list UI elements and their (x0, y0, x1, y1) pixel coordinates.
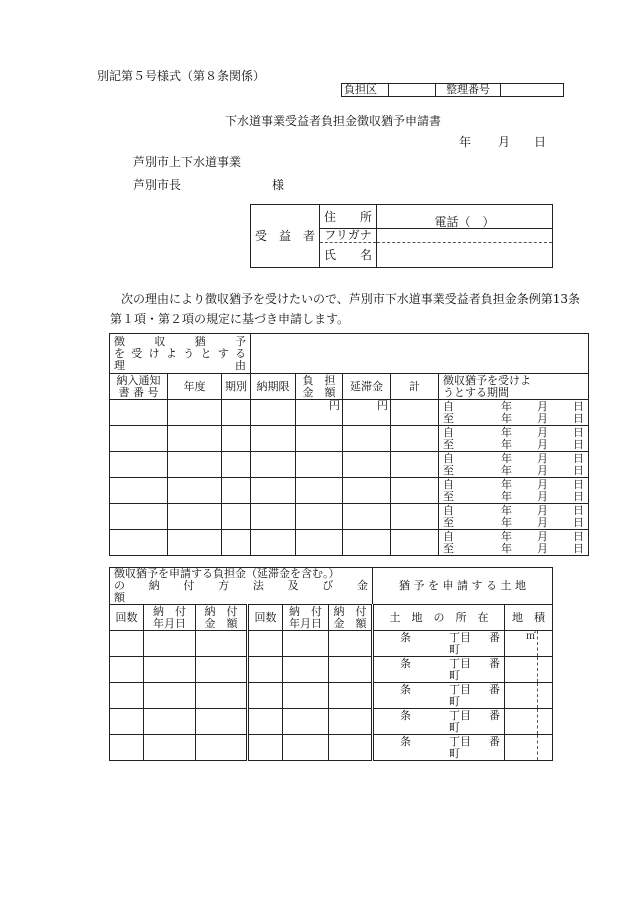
period-to-line (439, 439, 588, 451)
burden-header: 負 担 金 額 (296, 374, 343, 400)
area-divider (537, 735, 538, 760)
land-jo: 条 (400, 631, 412, 644)
land-cho: 町 (449, 695, 461, 708)
period-year: 年 (501, 399, 513, 413)
reason-label-line2: を 受 け よ う と す る (114, 346, 247, 360)
land-area-cell[interactable] (505, 631, 553, 657)
period-month: 月 (537, 437, 549, 451)
furigana-label: フリガナ (320, 229, 377, 242)
times-cell-1[interactable] (110, 735, 144, 761)
period-cell[interactable] (439, 530, 589, 556)
pay-date-header-2: 納 付 年月日 (283, 605, 329, 631)
installment-row (110, 426, 589, 452)
late-fee-header: 延滞金 (343, 374, 391, 400)
period-day: 日 (573, 477, 585, 491)
land-jo: 条 (400, 735, 412, 748)
pay-date-cell-2[interactable] (283, 631, 329, 657)
total-cell[interactable] (391, 478, 439, 504)
burden-cell[interactable] (296, 426, 343, 452)
installment-row (110, 478, 589, 504)
pay-amount-cell-2[interactable] (329, 683, 373, 709)
area-divider (537, 657, 538, 682)
date-year: 年 (459, 135, 472, 149)
land-location-line1 (374, 710, 504, 722)
pay-amount-cell-1[interactable] (196, 683, 248, 709)
fiscal-year-header: 年度 (168, 374, 222, 400)
land-cho: 町 (449, 669, 461, 682)
burden-cell[interactable] (296, 478, 343, 504)
burden-cell[interactable] (296, 452, 343, 478)
times-cell-2[interactable] (248, 657, 283, 683)
total-cell[interactable] (391, 400, 439, 426)
period-year: 年 (501, 451, 513, 465)
period-day: 日 (573, 399, 585, 413)
land-ban: 番 (489, 631, 501, 644)
addressee-mayor: 芦別市長 (133, 178, 182, 192)
ref-no-label: 整理番号 (436, 84, 501, 97)
land-jo: 条 (400, 709, 412, 722)
period-day: 日 (573, 503, 585, 517)
term-cell[interactable] (222, 400, 251, 426)
amount-header-line2: の 納 付 方 法 及 び 金 額 (114, 579, 391, 604)
reason-label-line1: 徴 収 猶 予 (114, 334, 247, 348)
land-area-cell[interactable] (505, 735, 553, 761)
period-year: 年 (501, 541, 513, 555)
period-year: 年 (501, 489, 513, 503)
late-fee-cell[interactable] (343, 478, 391, 504)
period-prefix: 至 (443, 437, 455, 451)
pay-amount-cell-2[interactable] (329, 631, 373, 657)
fiscal-year-cell[interactable] (168, 426, 222, 452)
pay-date-cell-1[interactable] (144, 657, 196, 683)
land-area-cell[interactable] (505, 709, 553, 735)
period-day: 日 (573, 541, 585, 555)
burden-area-label: 負担区 (342, 84, 389, 97)
due-date-cell[interactable] (251, 504, 296, 530)
period-prefix: 自 (443, 477, 455, 491)
land-location-cell[interactable] (373, 709, 505, 735)
period-day: 日 (573, 451, 585, 465)
amount-header-line1: 徴収猶予を申請する負担金（延滞金を含む。） (114, 567, 340, 580)
land-area-cell[interactable] (505, 657, 553, 683)
late-fee-cell[interactable]: 円 (343, 400, 391, 426)
pay-date-cell-1[interactable] (144, 683, 196, 709)
period-day: 日 (573, 437, 585, 451)
pay-amount-header-1: 納 付 金 額 (196, 605, 248, 631)
pay-date-cell-2[interactable] (283, 657, 329, 683)
land-jo: 条 (400, 683, 412, 696)
pay-date-cell-1[interactable] (144, 631, 196, 657)
term-cell[interactable] (222, 426, 251, 452)
period-year: 年 (501, 463, 513, 477)
payment-row (110, 657, 553, 683)
land-chome: 丁目 (449, 735, 472, 748)
pay-date-cell-1[interactable] (144, 709, 196, 735)
term-cell[interactable] (222, 452, 251, 478)
notice-no-cell[interactable] (110, 478, 168, 504)
reason-field[interactable] (251, 334, 589, 374)
land-location-cell[interactable] (373, 657, 505, 683)
period-from-line (439, 401, 588, 413)
period-from-line (439, 453, 588, 465)
period-cell[interactable] (439, 426, 589, 452)
period-prefix: 自 (443, 399, 455, 413)
land-ban: 番 (489, 735, 501, 748)
burden-cell[interactable] (296, 504, 343, 530)
notice-no-cell[interactable] (110, 400, 168, 426)
total-cell[interactable] (391, 504, 439, 530)
area-divider (537, 631, 538, 656)
pay-amount-cell-2[interactable] (329, 657, 373, 683)
period-cell[interactable] (439, 504, 589, 530)
times-cell-2[interactable] (248, 683, 283, 709)
period-prefix: 至 (443, 463, 455, 477)
period-year: 年 (501, 437, 513, 451)
notice-no-cell[interactable] (110, 504, 168, 530)
land-jo: 条 (400, 657, 412, 670)
land-ban: 番 (489, 683, 501, 696)
notice-no-cell[interactable] (110, 530, 168, 556)
times-cell-2[interactable] (248, 735, 283, 761)
times-cell-1[interactable] (110, 709, 144, 735)
addressee-org: 芦別市上下水道事業 (133, 155, 242, 169)
period-day: 日 (573, 489, 585, 503)
period-month: 月 (537, 489, 549, 503)
period-prefix: 自 (443, 529, 455, 543)
times-cell-2[interactable] (248, 631, 283, 657)
land-location-line1 (374, 658, 504, 670)
times-cell-1[interactable] (110, 657, 144, 683)
due-date-cell[interactable] (251, 478, 296, 504)
address-field[interactable] (377, 205, 553, 229)
land-ban: 番 (489, 657, 501, 670)
fiscal-year-cell[interactable] (168, 478, 222, 504)
late-fee-cell[interactable] (343, 530, 391, 556)
term-cell[interactable] (222, 504, 251, 530)
burden-cell[interactable]: 円 (296, 400, 343, 426)
period-month: 月 (537, 529, 549, 543)
period-prefix: 至 (443, 515, 455, 529)
period-to-line (439, 413, 588, 425)
installment-row (110, 400, 589, 426)
period-cell[interactable] (439, 478, 589, 504)
times-cell-1[interactable] (110, 683, 144, 709)
land-area-cell[interactable] (505, 683, 553, 709)
area-divider (537, 683, 538, 708)
pay-amount-cell-1[interactable] (196, 657, 248, 683)
land-location-line1 (374, 632, 504, 644)
pay-date-header-1: 納 付 年月日 (144, 605, 196, 631)
due-date-header: 納期限 (251, 374, 296, 400)
payment-row (110, 735, 553, 761)
period-prefix: 自 (443, 503, 455, 517)
period-prefix: 自 (443, 451, 455, 465)
land-location-cell[interactable] (373, 735, 505, 761)
fiscal-year-cell[interactable] (168, 452, 222, 478)
notice-no-cell[interactable] (110, 426, 168, 452)
pay-amount-cell-1[interactable] (196, 709, 248, 735)
pay-date-cell-2[interactable] (283, 709, 329, 735)
period-month: 月 (537, 515, 549, 529)
late-fee-cell[interactable] (343, 504, 391, 530)
land-location-cell[interactable] (373, 683, 505, 709)
land-chome: 丁目 (449, 683, 472, 696)
period-month: 月 (537, 477, 549, 491)
period-month: 月 (537, 451, 549, 465)
period-day: 日 (573, 529, 585, 543)
period-year: 年 (501, 515, 513, 529)
pay-amount-cell-1[interactable] (196, 735, 248, 761)
period-day: 日 (573, 463, 585, 477)
times-header-2: 回数 (248, 605, 283, 631)
land-chome: 丁目 (449, 631, 472, 644)
land-cho: 町 (449, 747, 461, 760)
land-cho: 町 (449, 721, 461, 734)
period-from-line (439, 427, 588, 439)
pay-amount-cell-2[interactable] (329, 735, 373, 761)
total-header: 計 (391, 374, 439, 400)
payment-row (110, 631, 553, 657)
fiscal-year-cell[interactable] (168, 504, 222, 530)
land-location-line1 (374, 684, 504, 696)
name-field[interactable] (377, 242, 553, 267)
period-month: 月 (537, 541, 549, 555)
term-header: 期別 (222, 374, 251, 400)
period-month: 月 (537, 399, 549, 413)
reason-label (110, 334, 251, 374)
period-from-line (439, 479, 588, 491)
pay-amount-header-2: 納 付 金 額 (329, 605, 373, 631)
beneficiary-table (250, 204, 553, 268)
body-text-line1: 次の理由により徴収猶予を受けたいので、芦別市下水道事業受益者負担金条例第13条 (121, 292, 581, 306)
period-to-line (439, 491, 588, 503)
pay-amount-cell-2[interactable] (329, 709, 373, 735)
land-header: 猶 予 を 申 請 す る 土 地 (373, 568, 553, 605)
date-day: 日 (534, 135, 547, 149)
fiscal-year-cell[interactable] (168, 400, 222, 426)
furigana-field[interactable] (377, 229, 553, 242)
postponement-table (109, 333, 589, 556)
document-title: 下水道事業受益者負担金徴収猶予申請書 (225, 114, 442, 128)
period-month: 月 (537, 411, 549, 425)
period-to-line (439, 517, 588, 529)
area-unit: ㎡ (526, 631, 537, 642)
period-month: 月 (537, 503, 549, 517)
period-from-line (439, 531, 588, 543)
name-label: 氏 名 (320, 242, 377, 267)
due-date-cell[interactable] (251, 452, 296, 478)
late-fee-cell[interactable] (343, 426, 391, 452)
form-label: 別記第５号様式（第８条関係） (97, 69, 266, 83)
total-cell[interactable] (391, 452, 439, 478)
burden-cell[interactable] (296, 530, 343, 556)
due-date-cell[interactable] (251, 400, 296, 426)
payment-row (110, 683, 553, 709)
period-month: 月 (537, 463, 549, 477)
period-prefix: 自 (443, 425, 455, 439)
period-cell[interactable] (439, 400, 589, 426)
installment-row (110, 530, 589, 556)
installment-row (110, 452, 589, 478)
beneficiary-label: 受 益 者 (251, 205, 320, 268)
burden-area-field[interactable] (389, 84, 436, 97)
due-date-cell[interactable] (251, 426, 296, 452)
date-month: 月 (498, 135, 511, 149)
term-cell[interactable] (222, 478, 251, 504)
times-cell-2[interactable] (248, 709, 283, 735)
period-prefix: 至 (443, 489, 455, 503)
ref-no-field[interactable] (501, 84, 564, 97)
period-year: 年 (501, 411, 513, 425)
area-header: 地 積 (505, 605, 553, 631)
times-header-1: 回数 (110, 605, 144, 631)
installment-row (110, 504, 589, 530)
table1-header-row (110, 374, 589, 400)
addressee-honorific: 様 (272, 178, 285, 192)
area-divider (537, 709, 538, 734)
period-year: 年 (501, 477, 513, 491)
fiscal-year-cell[interactable] (168, 530, 222, 556)
term-cell[interactable] (222, 530, 251, 556)
pay-date-cell-2[interactable] (283, 683, 329, 709)
phone-label: 電話（ ） (434, 214, 495, 229)
notice-no-cell[interactable] (110, 452, 168, 478)
period-to-line (439, 543, 588, 555)
period-year: 年 (501, 503, 513, 517)
total-cell[interactable] (391, 530, 439, 556)
period-cell[interactable] (439, 452, 589, 478)
period-month: 月 (537, 425, 549, 439)
pay-date-cell-2[interactable] (283, 735, 329, 761)
amount-header (110, 567, 391, 605)
land-location-line1 (374, 736, 504, 748)
pay-date-cell-1[interactable] (144, 735, 196, 761)
period-to-line (439, 465, 588, 477)
period-header: 徴収猶予を受けよ うとする期間 (439, 374, 589, 400)
pay-amount-cell-1[interactable] (196, 631, 248, 657)
period-prefix: 至 (443, 541, 455, 555)
reason-label-line3: 理 由 (114, 358, 247, 372)
total-cell[interactable] (391, 426, 439, 452)
due-date-cell[interactable] (251, 530, 296, 556)
notice-no-header: 納入通知 書 番 号 (110, 374, 168, 400)
payment-row (110, 709, 553, 735)
address-label: 住 所 (320, 205, 377, 229)
land-chome: 丁目 (449, 657, 472, 670)
location-header: 土 地 の 所 在 (373, 605, 505, 631)
late-fee-cell[interactable] (343, 452, 391, 478)
period-year: 年 (501, 425, 513, 439)
period-year: 年 (501, 529, 513, 543)
period-from-line (439, 505, 588, 517)
period-day: 日 (573, 515, 585, 529)
land-chome: 丁目 (449, 709, 472, 722)
period-day: 日 (573, 411, 585, 425)
period-day: 日 (573, 425, 585, 439)
land-ban: 番 (489, 709, 501, 722)
period-prefix: 至 (443, 411, 455, 425)
land-cho: 町 (449, 643, 461, 656)
body-text-line2: 第１項・第２項の規定に基づき申請します。 (110, 312, 350, 326)
times-cell-1[interactable] (110, 631, 144, 657)
payment-land-table (109, 567, 553, 761)
header-box (341, 83, 564, 97)
land-location-cell[interactable] (373, 631, 505, 657)
